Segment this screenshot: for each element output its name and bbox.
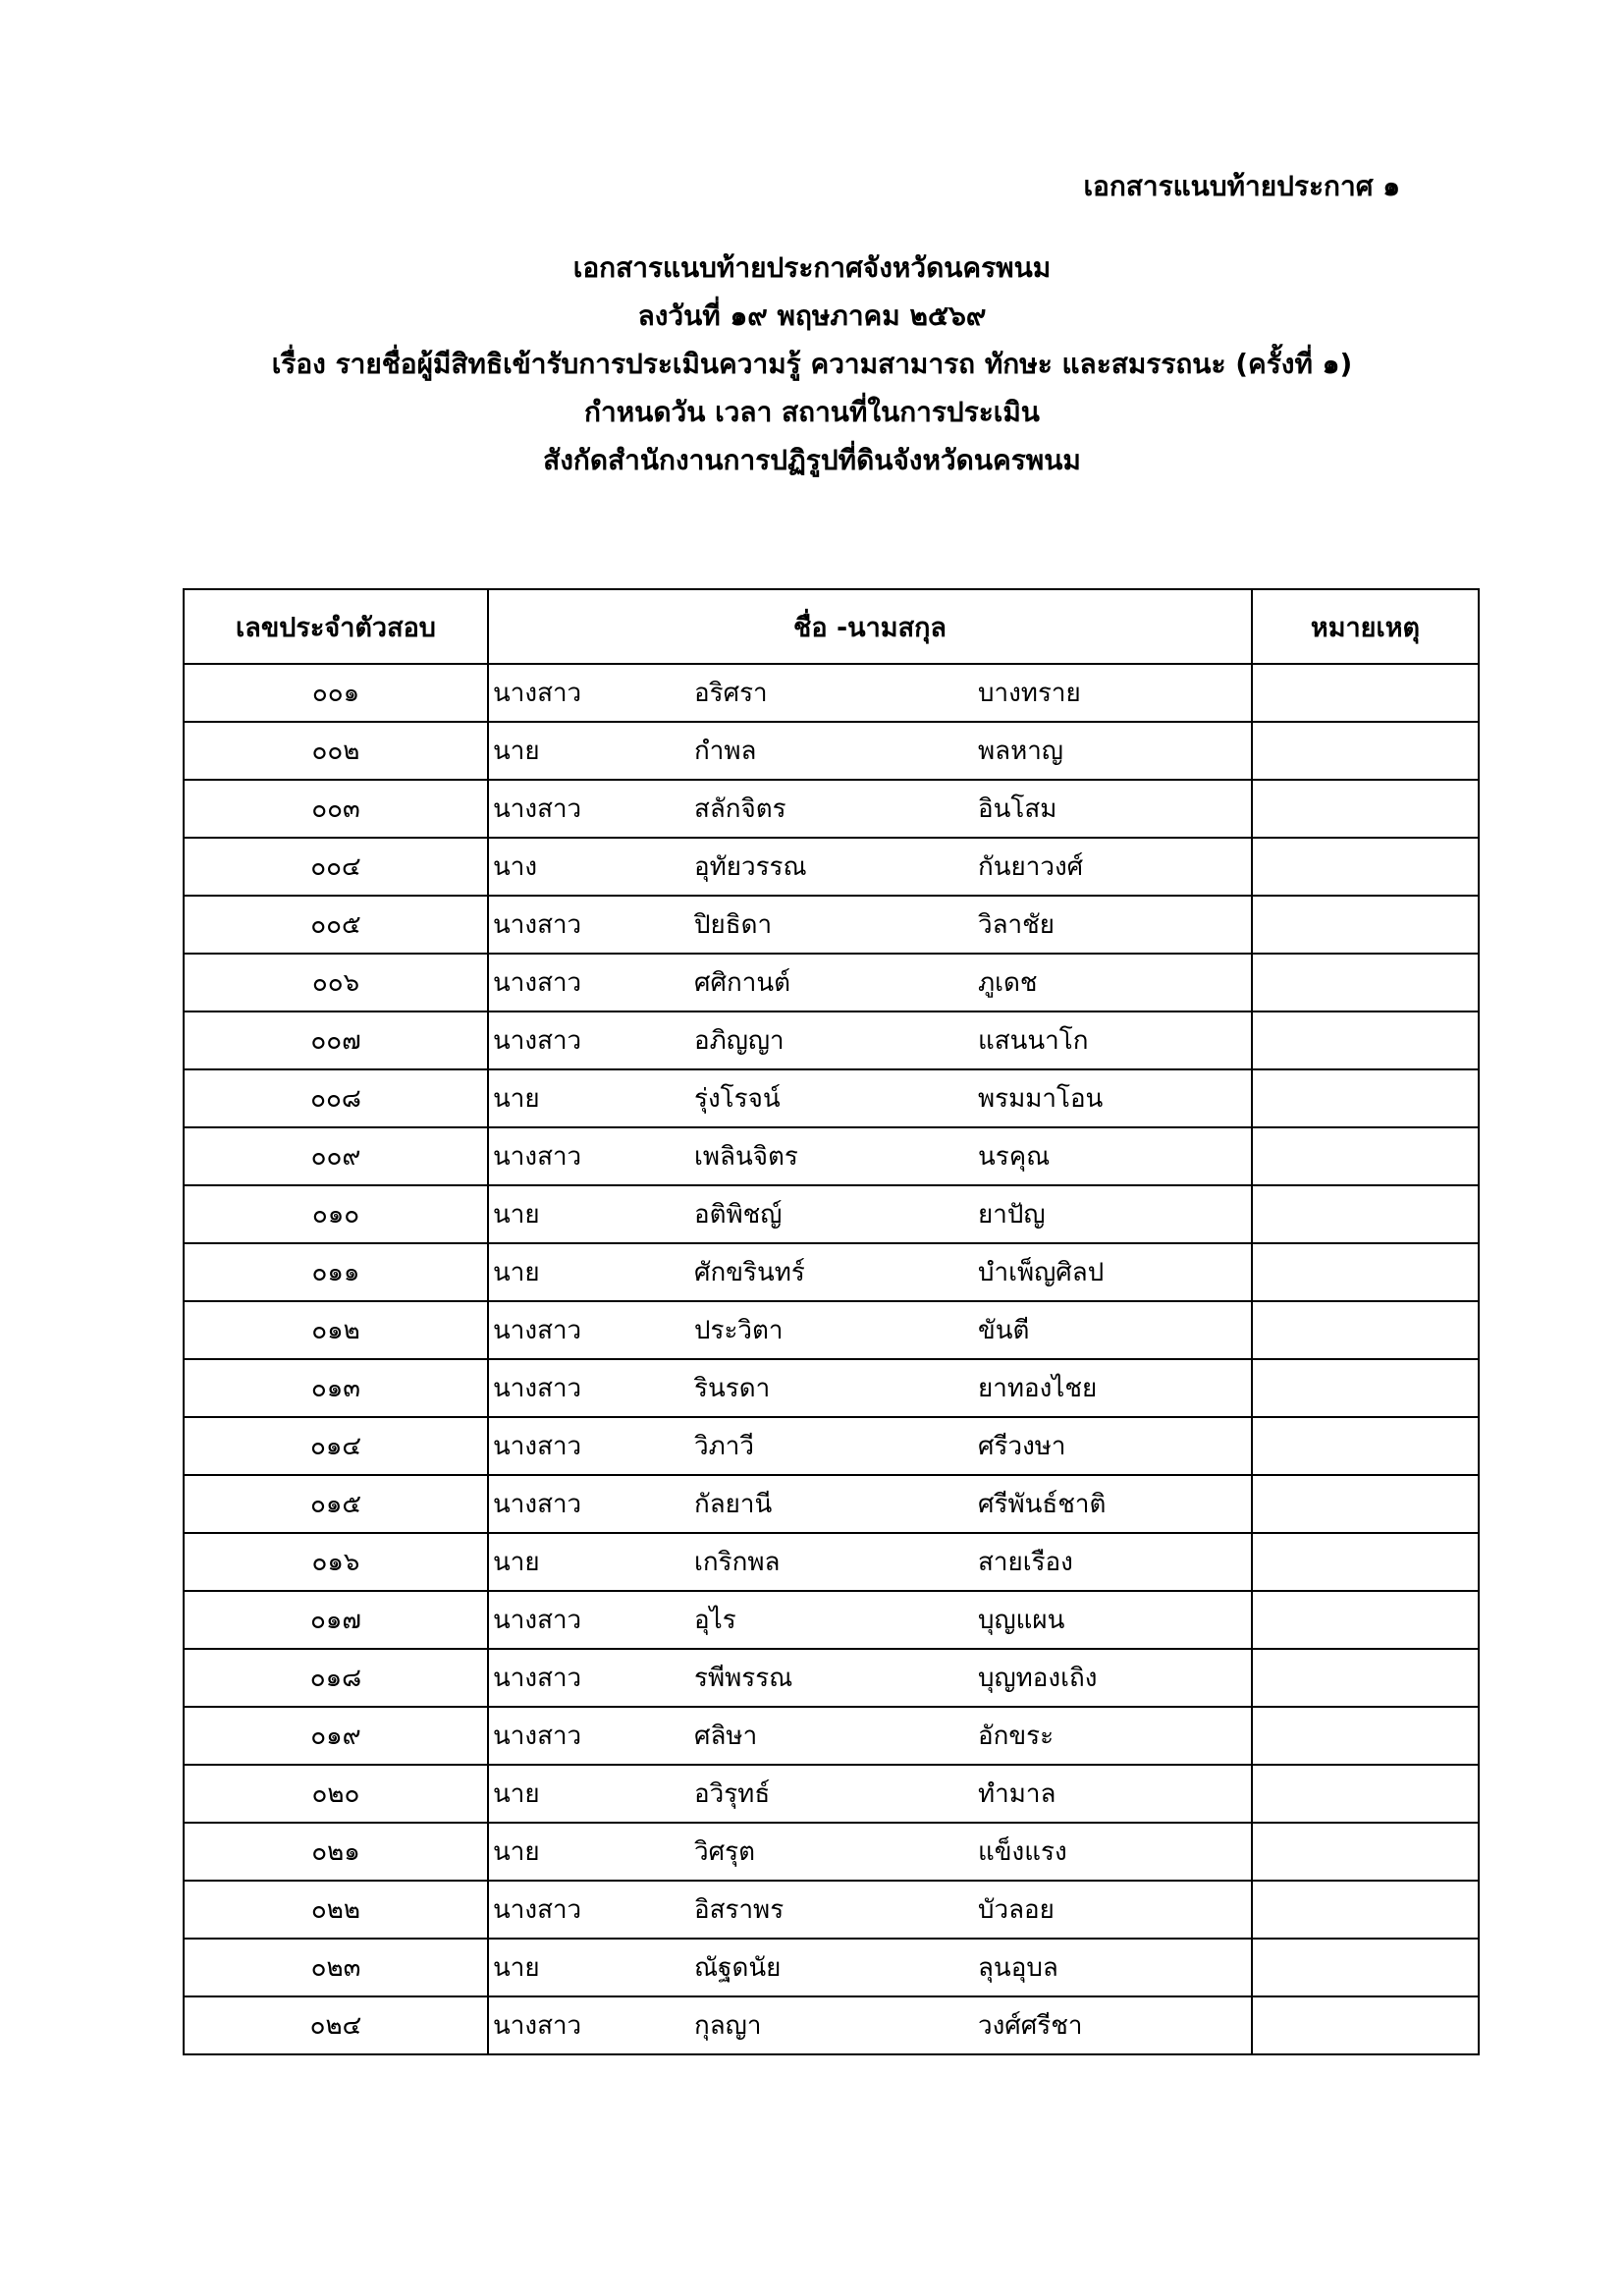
full-name-group — [489, 1997, 1251, 2053]
first-name: กัลยานี — [694, 1490, 773, 1519]
exam-id-cell: ๐๑๘ — [184, 1649, 488, 1707]
table-row — [184, 1591, 1479, 1649]
table-row — [184, 1475, 1479, 1533]
remark-cell — [1252, 1533, 1479, 1591]
first-name: ประวิตา — [694, 1316, 784, 1345]
attachment-label: เอกสารแนบท้ายประกาศ ๑ — [1083, 170, 1400, 202]
first-name: ปิยธิดา — [694, 910, 773, 940]
table-row — [184, 838, 1479, 896]
table-row — [184, 1939, 1479, 1996]
remark-cell — [1252, 1359, 1479, 1417]
last-name: แสนนาโก — [978, 1026, 1089, 1056]
table-row — [184, 1533, 1479, 1591]
heading-line-2: ลงวันที่ ๑๙ พฤษภาคม ๒๕๖๙ — [637, 300, 987, 332]
table-row — [184, 664, 1479, 722]
exam-id-cell: ๐๒๒ — [184, 1881, 488, 1939]
name-title: นางสาว — [493, 968, 582, 998]
first-name: อิสราพร — [694, 1895, 785, 1925]
full-name-cell — [488, 1823, 1252, 1881]
remark-cell — [1252, 1475, 1479, 1533]
name-title: นางสาว — [493, 1722, 582, 1751]
full-name-group — [489, 1418, 1251, 1474]
table-row — [184, 1417, 1479, 1475]
last-name: บุญแผน — [978, 1606, 1065, 1635]
exam-id-cell: ๐๑๐ — [184, 1185, 488, 1243]
first-name: ศลิษา — [694, 1722, 758, 1751]
first-name: รุ่งโรจน์ — [694, 1084, 781, 1114]
table-row — [184, 1823, 1479, 1881]
full-name-cell — [488, 1996, 1252, 2054]
full-name-group — [489, 1186, 1251, 1242]
full-name-cell — [488, 1649, 1252, 1707]
exam-id-cell: ๐๒๓ — [184, 1939, 488, 1996]
heading-line-3: เรื่อง รายชื่อผู้มีสิทธิเข้ารับการประเมินความรู้ ความสามารถ ทักษะ และสมรรถนะ (ครั้งที่ ๑) — [271, 348, 1353, 380]
last-name: ลุนอุบล — [978, 1953, 1058, 1983]
name-title: นางสาว — [493, 1026, 582, 1056]
full-name-cell — [488, 1591, 1252, 1649]
exam-id-cell: ๐๐๑ — [184, 664, 488, 722]
remark-cell — [1252, 1011, 1479, 1069]
table-row — [184, 1649, 1479, 1707]
full-name-cell — [488, 1185, 1252, 1243]
table-row — [184, 1359, 1479, 1417]
candidate-table — [183, 588, 1480, 2055]
name-title: นางสาว — [493, 1490, 582, 1519]
table-row — [184, 722, 1479, 780]
first-name: สลักจิตร — [694, 794, 786, 824]
remark-cell — [1252, 1939, 1479, 1996]
full-name-group — [489, 1128, 1251, 1184]
first-name: กำพล — [694, 737, 757, 766]
table-row — [184, 780, 1479, 838]
full-name-group — [489, 1824, 1251, 1880]
table-row — [184, 896, 1479, 954]
first-name: รินรดา — [694, 1374, 771, 1403]
last-name: บัวลอย — [978, 1895, 1055, 1925]
full-name-cell — [488, 1127, 1252, 1185]
exam-id-cell: ๐๐๓ — [184, 780, 488, 838]
last-name: ภูเดช — [978, 968, 1038, 998]
full-name-cell — [488, 838, 1252, 896]
last-name: วงศ์ศรีชา — [978, 2011, 1083, 2041]
exam-id-cell: ๐๐๗ — [184, 1011, 488, 1069]
name-title: นาย — [493, 1200, 540, 1230]
full-name-group — [489, 1940, 1251, 1995]
first-name: ศศิกานต์ — [694, 968, 791, 998]
full-name-group — [489, 1592, 1251, 1648]
name-title: นางสาว — [493, 1895, 582, 1925]
name-title: นาย — [493, 1953, 540, 1983]
table-row — [184, 954, 1479, 1011]
exam-id-cell: ๐๒๐ — [184, 1765, 488, 1823]
exam-id-cell: ๐๐๔ — [184, 838, 488, 896]
last-name: พลหาญ — [978, 737, 1063, 766]
full-name-cell — [488, 1533, 1252, 1591]
first-name: เพลินจิตร — [694, 1142, 798, 1172]
last-name: สายเรือง — [978, 1548, 1073, 1577]
remark-cell — [1252, 1996, 1479, 2054]
remark-cell — [1252, 1823, 1479, 1881]
full-name-group — [489, 723, 1251, 779]
exam-id-cell: ๐๑๗ — [184, 1591, 488, 1649]
table-header-row — [184, 589, 1479, 664]
last-name: บุญทองเถิง — [978, 1664, 1098, 1693]
name-title: นางสาว — [493, 1606, 582, 1635]
remark-cell — [1252, 722, 1479, 780]
remark-cell — [1252, 1127, 1479, 1185]
full-name-group — [489, 1360, 1251, 1416]
full-name-group — [489, 839, 1251, 895]
table-row — [184, 1185, 1479, 1243]
first-name: วิศรุต — [694, 1837, 755, 1867]
full-name-group — [489, 1244, 1251, 1300]
first-name: อวิรุทธ์ — [694, 1779, 771, 1809]
table-row — [184, 1996, 1479, 2054]
name-title: นาย — [493, 1548, 540, 1577]
full-name-group — [489, 1012, 1251, 1068]
remark-cell — [1252, 1417, 1479, 1475]
remark-cell — [1252, 1881, 1479, 1939]
name-title: นางสาว — [493, 1432, 582, 1461]
full-name-cell — [488, 1765, 1252, 1823]
remark-cell — [1252, 1069, 1479, 1127]
last-name: ศรีวงษา — [978, 1432, 1066, 1461]
last-name: ศรีพันธ์ชาติ — [978, 1490, 1107, 1519]
exam-id-cell: ๐๐๘ — [184, 1069, 488, 1127]
full-name-cell — [488, 1359, 1252, 1417]
full-name-group — [489, 1882, 1251, 1938]
remark-cell — [1252, 664, 1479, 722]
table-row — [184, 1069, 1479, 1127]
exam-id-cell: ๐๑๔ — [184, 1417, 488, 1475]
exam-id-cell: ๐๐๖ — [184, 954, 488, 1011]
name-title: นางสาว — [493, 1316, 582, 1345]
name-title: นางสาว — [493, 1374, 582, 1403]
name-title: นาย — [493, 1779, 540, 1809]
name-title: นางสาว — [493, 1664, 582, 1693]
full-name-cell — [488, 1707, 1252, 1765]
table-row — [184, 1707, 1479, 1765]
full-name-cell — [488, 1069, 1252, 1127]
full-name-cell — [488, 1881, 1252, 1939]
name-title: นางสาว — [493, 2011, 582, 2041]
exam-id-cell: ๐๐๕ — [184, 896, 488, 954]
first-name: อุทัยวรรณ — [694, 852, 807, 882]
remark-cell — [1252, 1707, 1479, 1765]
first-name: เกริกพล — [694, 1548, 781, 1577]
full-name-cell — [488, 954, 1252, 1011]
exam-id-cell: ๐๑๓ — [184, 1359, 488, 1417]
remark-cell — [1252, 1185, 1479, 1243]
full-name-group — [489, 781, 1251, 837]
last-name: ยาปัญ — [978, 1200, 1046, 1230]
last-name: อินโสม — [978, 794, 1057, 824]
name-title: นางสาว — [493, 794, 582, 824]
full-name-cell — [488, 1243, 1252, 1301]
full-name-group — [489, 1070, 1251, 1126]
full-name-cell — [488, 780, 1252, 838]
full-name-cell — [488, 1301, 1252, 1359]
full-name-group — [489, 1302, 1251, 1358]
table-row — [184, 1765, 1479, 1823]
table-row — [184, 1881, 1479, 1939]
exam-id-cell: ๐๑๒ — [184, 1301, 488, 1359]
exam-id-cell: ๐๒๔ — [184, 1996, 488, 2054]
name-title: นาย — [493, 1258, 540, 1287]
remark-cell — [1252, 1765, 1479, 1823]
first-name: อภิญญา — [694, 1026, 785, 1056]
name-title: นางสาว — [493, 1142, 582, 1172]
full-name-cell — [488, 1939, 1252, 1996]
full-name-cell — [488, 664, 1252, 722]
last-name: ขันตี — [978, 1316, 1030, 1345]
full-name-group — [489, 665, 1251, 721]
heading-line-1: เอกสารแนบท้ายประกาศจังหวัดนครพนม — [572, 251, 1052, 284]
full-name-group — [489, 1766, 1251, 1822]
full-name-cell — [488, 1475, 1252, 1533]
remark-cell — [1252, 1649, 1479, 1707]
remark-cell — [1252, 780, 1479, 838]
last-name: บำเพ็ญศิลป — [978, 1258, 1105, 1287]
full-name-group — [489, 1650, 1251, 1706]
column-header-remark: หมายเหตุ — [1252, 589, 1479, 664]
table-row — [184, 1011, 1479, 1069]
first-name: อติพิชญ์ — [694, 1200, 783, 1230]
exam-id-cell: ๐๐๒ — [184, 722, 488, 780]
last-name: ทำมาล — [978, 1779, 1056, 1809]
full-name-group — [489, 1708, 1251, 1764]
full-name-cell — [488, 896, 1252, 954]
table-body — [184, 664, 1479, 2054]
last-name: นรคุณ — [978, 1142, 1051, 1172]
full-name-group — [489, 1534, 1251, 1590]
name-title: นางสาว — [493, 910, 582, 940]
exam-id-cell: ๐๑๑ — [184, 1243, 488, 1301]
name-title: นาย — [493, 1084, 540, 1114]
remark-cell — [1252, 1301, 1479, 1359]
name-title: นาย — [493, 1837, 540, 1867]
name-title: นาง — [493, 852, 538, 882]
last-name: วิลาชัย — [978, 910, 1056, 940]
name-title: นาย — [493, 737, 540, 766]
first-name: อุไร — [694, 1606, 736, 1635]
full-name-cell — [488, 1011, 1252, 1069]
table-row — [184, 1243, 1479, 1301]
first-name: วิภาวี — [694, 1432, 754, 1461]
last-name: บางทราย — [978, 679, 1081, 708]
first-name: รพีพรรณ — [694, 1664, 793, 1693]
first-name: กุลญา — [694, 2011, 762, 2041]
remark-cell — [1252, 1591, 1479, 1649]
first-name: ณัฐดนัย — [694, 1953, 782, 1983]
remark-cell — [1252, 1243, 1479, 1301]
remark-cell — [1252, 896, 1479, 954]
full-name-group — [489, 955, 1251, 1011]
heading-line-4: กำหนดวัน เวลา สถานที่ในการประเมิน — [584, 396, 1040, 428]
first-name: อริศรา — [694, 679, 768, 708]
column-header-name: ชื่อ -นามสกุล — [488, 589, 1252, 664]
full-name-cell — [488, 1417, 1252, 1475]
remark-cell — [1252, 838, 1479, 896]
full-name-group — [489, 897, 1251, 953]
last-name: กันยาวงศ์ — [978, 852, 1084, 882]
exam-id-cell: ๐๑๖ — [184, 1533, 488, 1591]
table-row — [184, 1301, 1479, 1359]
exam-id-cell: ๐๐๙ — [184, 1127, 488, 1185]
exam-id-cell: ๐๑๙ — [184, 1707, 488, 1765]
table-row — [184, 1127, 1479, 1185]
last-name: แข็งแรง — [978, 1837, 1067, 1867]
full-name-cell — [488, 722, 1252, 780]
last-name: พรมมาโอน — [978, 1084, 1104, 1114]
last-name: อักขระ — [978, 1722, 1055, 1751]
heading-line-5: สังกัดสำนักงานการปฏิรูปที่ดินจังหวัดนครพนม — [543, 444, 1081, 476]
name-title: นางสาว — [493, 679, 582, 708]
exam-id-cell: ๐๑๕ — [184, 1475, 488, 1533]
last-name: ยาทองไชย — [978, 1374, 1098, 1403]
full-name-group — [489, 1476, 1251, 1532]
exam-id-cell: ๐๒๑ — [184, 1823, 488, 1881]
column-header-id: เลขประจำตัวสอบ — [184, 589, 488, 664]
document-heading — [0, 244, 1624, 484]
first-name: ศักขรินทร์ — [694, 1258, 805, 1287]
remark-cell — [1252, 954, 1479, 1011]
